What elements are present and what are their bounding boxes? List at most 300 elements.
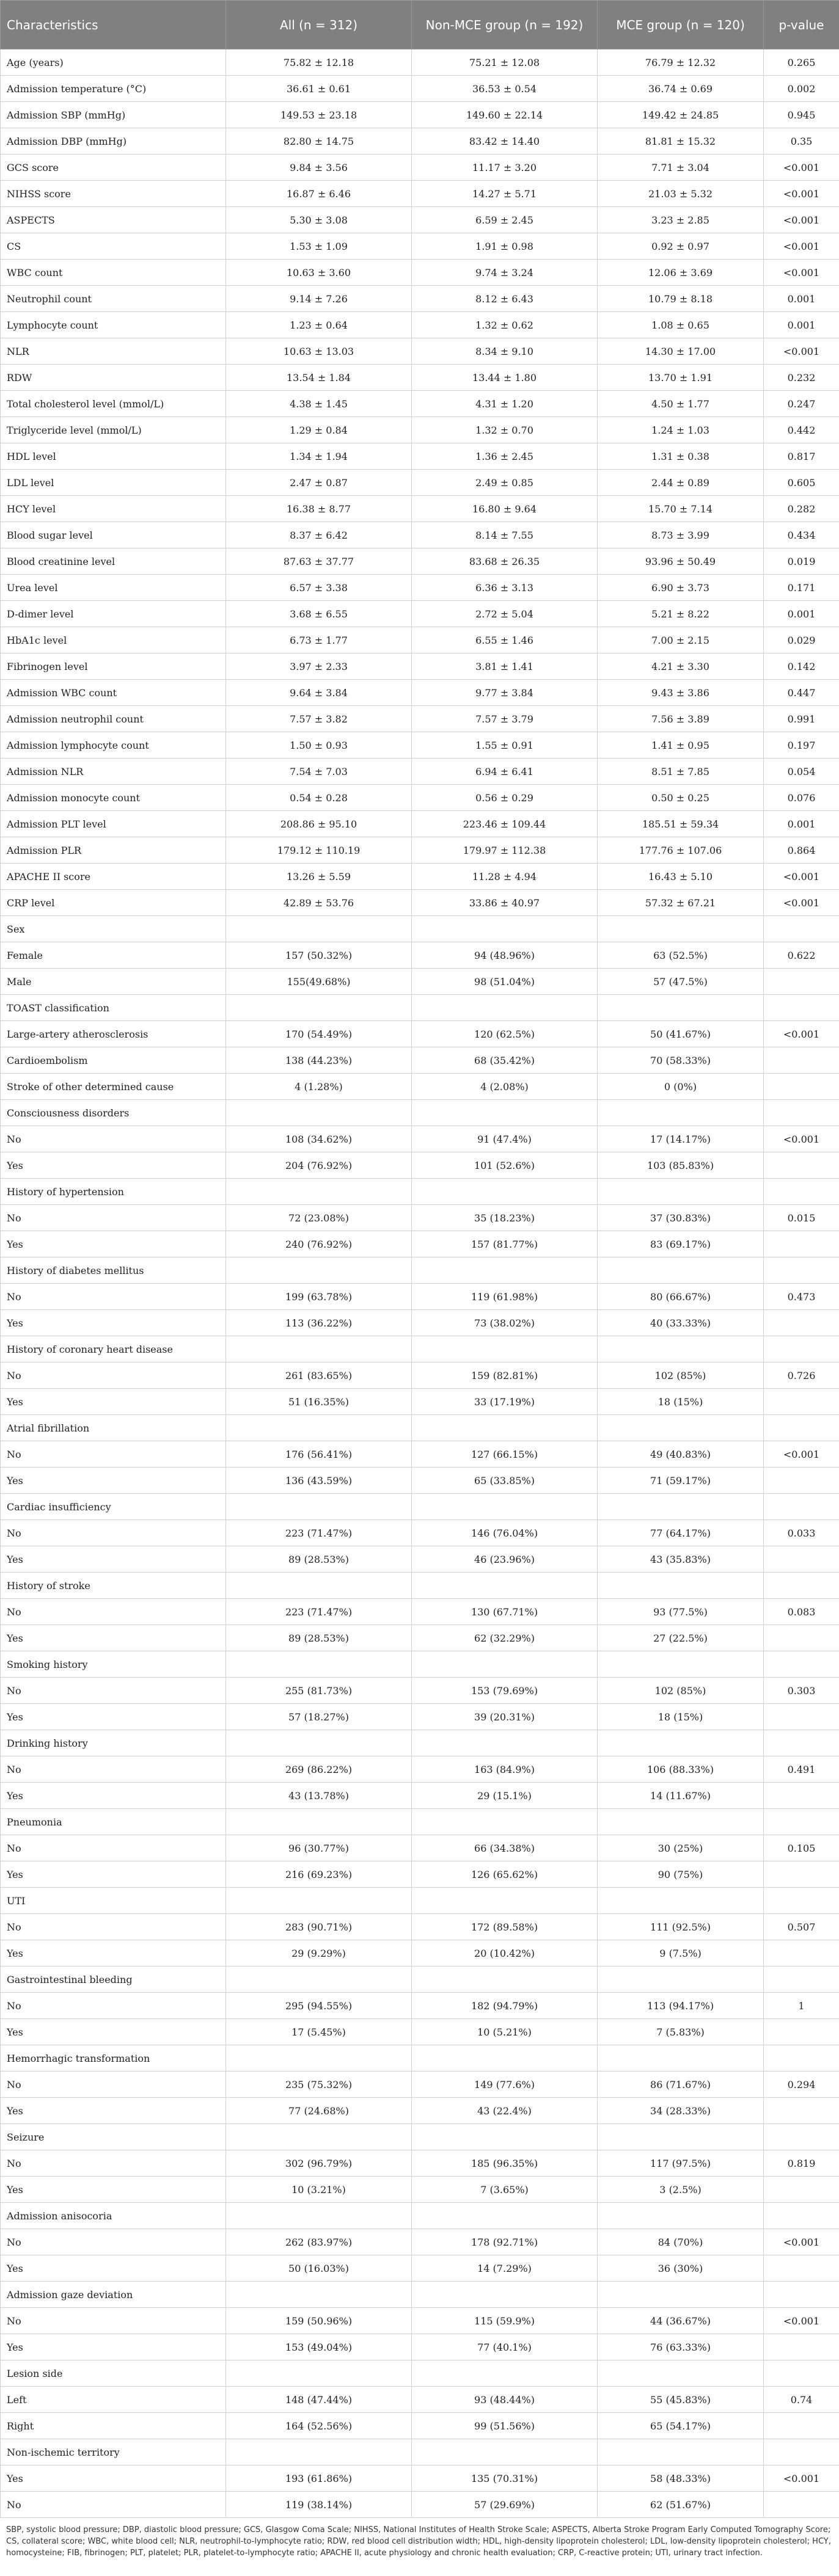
cell-non-mce: 8.12 ± 6.43 [412, 286, 598, 312]
cell-mce: 57 (47.5%) [598, 969, 764, 995]
cell-non-mce: 1.36 ± 2.45 [412, 443, 598, 470]
table-row [1, 2072, 839, 2098]
cell-mce [598, 1100, 764, 1126]
table-row [1, 1389, 839, 1415]
cell-mce: 1.41 ± 0.95 [598, 732, 764, 759]
table-row [1, 1205, 839, 1231]
cell-non-mce: 43 (22.4%) [412, 2098, 598, 2124]
cell-characteristic: Yes [1, 1940, 226, 1967]
cell-non-mce: 83.68 ± 26.35 [412, 548, 598, 575]
cell-all: 138 (44.23%) [226, 1047, 412, 1074]
cell-all [226, 1179, 412, 1205]
cell-non-mce: 149.60 ± 22.14 [412, 102, 598, 128]
cell-p-value: 0.434 [764, 522, 839, 548]
cell-all: 7.54 ± 7.03 [226, 759, 412, 785]
cell-non-mce: 6.55 ± 1.46 [412, 627, 598, 653]
table-row [1, 233, 839, 260]
header-non-mce: Non-MCE group (n = 192) [412, 1, 598, 49]
cell-mce: 0.92 ± 0.97 [598, 233, 764, 260]
cell-p-value: <0.001 [764, 338, 839, 365]
table-row [1, 1835, 839, 1861]
cell-all: 82.80 ± 14.75 [226, 128, 412, 155]
cell-mce [598, 1730, 764, 1756]
cell-non-mce [412, 1336, 598, 1363]
cell-mce: 40 (33.33%) [598, 1310, 764, 1336]
cell-all [226, 1967, 412, 1993]
table-row [1, 2150, 839, 2177]
cell-p-value: 0.74 [764, 2387, 839, 2413]
cell-all: 72 (23.08%) [226, 1205, 412, 1231]
cell-mce [598, 1179, 764, 1205]
cell-p-value: 0.303 [764, 1678, 839, 1704]
cell-all: 4.38 ± 1.45 [226, 391, 412, 417]
cell-non-mce: 1.32 ± 0.70 [412, 417, 598, 443]
cell-characteristic: Admission WBC count [1, 680, 226, 706]
cell-all: 157 (50.32%) [226, 942, 412, 969]
cell-all: 4 (1.28%) [226, 1074, 412, 1100]
cell-characteristic: Atrial fibrillation [1, 1415, 226, 1441]
cell-characteristic: Yes [1, 2019, 226, 2045]
cell-all: 5.30 ± 3.08 [226, 207, 412, 233]
cell-all: 1.29 ± 0.84 [226, 417, 412, 443]
cell-mce: 76 (63.33%) [598, 2334, 764, 2360]
cell-mce: 86 (71.67%) [598, 2072, 764, 2098]
cell-characteristic: No [1, 2150, 226, 2177]
cell-all: 148 (47.44%) [226, 2387, 412, 2413]
cell-all: 75.82 ± 12.18 [226, 49, 412, 76]
cell-non-mce: 3.81 ± 1.41 [412, 653, 598, 680]
table-row [1, 1940, 839, 1967]
cell-non-mce: 62 (32.29%) [412, 1625, 598, 1651]
cell-non-mce: 68 (35.42%) [412, 1047, 598, 1074]
table-row [1, 1783, 839, 1809]
table-header [1, 1, 839, 49]
table-row [1, 2282, 839, 2308]
cell-non-mce [412, 1100, 598, 1126]
cell-mce: 76.79 ± 12.32 [598, 49, 764, 76]
cell-characteristic: Blood sugar level [1, 522, 226, 548]
cell-p-value: 0.001 [764, 601, 839, 627]
cell-all: 240 (76.92%) [226, 1231, 412, 1257]
cell-non-mce: 153 (79.69%) [412, 1678, 598, 1704]
cell-all: 9.64 ± 3.84 [226, 680, 412, 706]
cell-all [226, 1494, 412, 1520]
cell-all: 13.26 ± 5.59 [226, 864, 412, 890]
cell-non-mce [412, 2439, 598, 2465]
cell-non-mce [412, 1415, 598, 1441]
cell-characteristic: No [1, 1914, 226, 1940]
cell-mce: 9.43 ± 3.86 [598, 680, 764, 706]
cell-p-value [764, 1415, 839, 1441]
cell-non-mce: 178 (92.71%) [412, 2229, 598, 2255]
cell-non-mce [412, 1888, 598, 1914]
cell-mce: 77 (64.17%) [598, 1520, 764, 1546]
cell-non-mce: 14 (7.29%) [412, 2255, 598, 2282]
cell-mce: 44 (36.67%) [598, 2308, 764, 2334]
cell-non-mce [412, 1179, 598, 1205]
cell-all: 262 (83.97%) [226, 2229, 412, 2255]
cell-p-value [764, 1074, 839, 1100]
cell-p-value [764, 2045, 839, 2072]
cell-characteristic: No [1, 1205, 226, 1231]
cell-characteristic: Stroke of other determined cause [1, 1074, 226, 1100]
table-row [1, 1231, 839, 1257]
table-row [1, 496, 839, 522]
cell-characteristic: History of hypertension [1, 1179, 226, 1205]
cell-p-value: <0.001 [764, 864, 839, 890]
cell-non-mce: 159 (82.81%) [412, 1363, 598, 1389]
cell-non-mce [412, 1573, 598, 1599]
cell-non-mce: 2.72 ± 5.04 [412, 601, 598, 627]
cell-mce [598, 1336, 764, 1363]
cell-non-mce: 14.27 ± 5.71 [412, 181, 598, 207]
cell-p-value: 0.019 [764, 548, 839, 575]
table-row [1, 1494, 839, 1520]
cell-mce [598, 1888, 764, 1914]
cell-p-value: 0.35 [764, 128, 839, 155]
table-row [1, 864, 839, 890]
header-p-value: p-value [764, 1, 839, 49]
cell-mce: 7.56 ± 3.89 [598, 706, 764, 732]
cell-p-value: 0.282 [764, 496, 839, 522]
cell-all: 9.84 ± 3.56 [226, 155, 412, 181]
cell-all: 6.73 ± 1.77 [226, 627, 412, 653]
table-row [1, 286, 839, 312]
table-row [1, 759, 839, 785]
cell-all: 43 (13.78%) [226, 1783, 412, 1809]
cell-non-mce: 4.31 ± 1.20 [412, 391, 598, 417]
cell-all: 10.63 ± 3.60 [226, 260, 412, 286]
table-row [1, 1100, 839, 1126]
table-row [1, 391, 839, 417]
cell-mce [598, 2124, 764, 2150]
cell-characteristic: Admission neutrophil count [1, 706, 226, 732]
cell-p-value: 0.001 [764, 312, 839, 338]
cell-non-mce: 99 (51.56%) [412, 2413, 598, 2439]
cell-mce: 14 (11.67%) [598, 1783, 764, 1809]
table-row [1, 1074, 839, 1100]
cell-non-mce [412, 2045, 598, 2072]
cell-non-mce: 57 (29.69%) [412, 2492, 598, 2518]
cell-p-value: 0.076 [764, 785, 839, 811]
cell-mce: 7.00 ± 2.15 [598, 627, 764, 653]
cell-all [226, 1651, 412, 1678]
header-row [1, 1, 839, 49]
cell-all: 208.86 ± 95.10 [226, 811, 412, 837]
cell-non-mce: 6.94 ± 6.41 [412, 759, 598, 785]
cell-characteristic: Lesion side [1, 2360, 226, 2387]
cell-mce: 185.51 ± 59.34 [598, 811, 764, 837]
cell-all [226, 916, 412, 942]
table-row [1, 2387, 839, 2413]
table-row [1, 732, 839, 759]
cell-mce: 50 (41.67%) [598, 1021, 764, 1047]
cell-p-value [764, 1783, 839, 1809]
cell-characteristic: NLR [1, 338, 226, 365]
table-row [1, 890, 839, 916]
cell-all: 13.54 ± 1.84 [226, 365, 412, 391]
cell-mce: 58 (48.33%) [598, 2465, 764, 2492]
cell-non-mce: 83.42 ± 14.40 [412, 128, 598, 155]
cell-all: 6.57 ± 3.38 [226, 575, 412, 601]
cell-characteristic: No [1, 1993, 226, 2019]
table-row [1, 2229, 839, 2255]
cell-mce: 70 (58.33%) [598, 1047, 764, 1074]
cell-mce: 30 (25%) [598, 1835, 764, 1861]
cell-non-mce: 36.53 ± 0.54 [412, 76, 598, 102]
cell-all: 29 (9.29%) [226, 1940, 412, 1967]
table-row [1, 2045, 839, 2072]
table-row [1, 2492, 839, 2518]
cell-non-mce [412, 2282, 598, 2308]
cell-all: 136 (43.59%) [226, 1468, 412, 1494]
cell-p-value: <0.001 [764, 155, 839, 181]
cell-mce [598, 2203, 764, 2229]
table-row [1, 365, 839, 391]
cell-p-value [764, 1257, 839, 1284]
cell-non-mce: 1.32 ± 0.62 [412, 312, 598, 338]
cell-p-value [764, 1468, 839, 1494]
cell-non-mce [412, 1809, 598, 1835]
cell-non-mce: 98 (51.04%) [412, 969, 598, 995]
cell-non-mce: 9.77 ± 3.84 [412, 680, 598, 706]
table-row [1, 1756, 839, 1783]
cell-p-value [764, 2019, 839, 2045]
cell-p-value: 0.247 [764, 391, 839, 417]
cell-mce: 18 (15%) [598, 1704, 764, 1730]
cell-p-value [764, 1231, 839, 1257]
table-footnote: SBP, systolic blood pressure; DBP, diastolic blood pressure; GCS, Glasgow Coma Scale; NIHSS, National Institutes of Health Stroke Scale; ASPECTS, Alberta Stroke Program Early Computed Tomography Score; CS, collateral score; WBC, white blood cell; NLR, neutrophil-to-lymphocyte ratio; RDW, red blood cell distribution width; HDL, high-density lipoprotein cholesterol; LDL, low-density lipoprotein cholesterol; HCY, homocysteine; FIB, fibrinogen; PLT, platelet; PLR, platelet-to-lymphocyte ratio; APACHE II, acute physiology and chronic health evaluation; CRP, C-reactive protein; UTI, urinary tract infection. [6, 2525, 831, 2558]
cell-characteristic: Seizure [1, 2124, 226, 2150]
cell-non-mce: 4 (2.08%) [412, 1074, 598, 1100]
table-row [1, 76, 839, 102]
cell-characteristic: GCS score [1, 155, 226, 181]
cell-p-value [764, 2177, 839, 2203]
cell-non-mce: 11.17 ± 3.20 [412, 155, 598, 181]
cell-all: 223 (71.47%) [226, 1520, 412, 1546]
cell-mce: 111 (92.5%) [598, 1914, 764, 1940]
table-row [1, 1310, 839, 1336]
table-row [1, 601, 839, 627]
cell-mce: 93.96 ± 50.49 [598, 548, 764, 575]
table-row [1, 2124, 839, 2150]
cell-p-value: <0.001 [764, 1441, 839, 1468]
cell-all: 295 (94.55%) [226, 1993, 412, 2019]
cell-mce: 13.70 ± 1.91 [598, 365, 764, 391]
table-row [1, 181, 839, 207]
cell-characteristic: No [1, 1363, 226, 1389]
table-row [1, 627, 839, 653]
cell-mce: 55 (45.83%) [598, 2387, 764, 2413]
cell-non-mce: 157 (81.77%) [412, 1231, 598, 1257]
cell-p-value [764, 1967, 839, 1993]
cell-mce: 2.44 ± 0.89 [598, 470, 764, 496]
cell-p-value: <0.001 [764, 207, 839, 233]
cell-p-value: 0.864 [764, 837, 839, 864]
cell-p-value [764, 2492, 839, 2518]
cell-characteristic: Sex [1, 916, 226, 942]
cell-non-mce: 182 (94.79%) [412, 1993, 598, 2019]
table-row [1, 2203, 839, 2229]
cell-all [226, 1336, 412, 1363]
table-row [1, 338, 839, 365]
cell-characteristic: Drinking history [1, 1730, 226, 1756]
header-all: All (n = 312) [226, 1, 412, 49]
cell-mce: 10.79 ± 8.18 [598, 286, 764, 312]
table-row [1, 1021, 839, 1047]
cell-mce: 84 (70%) [598, 2229, 764, 2255]
table-row [1, 312, 839, 338]
table-row [1, 207, 839, 233]
cell-characteristic: Consciousness disorders [1, 1100, 226, 1126]
cell-p-value: 0.142 [764, 653, 839, 680]
cell-mce: 3 (2.5%) [598, 2177, 764, 2203]
cell-non-mce: 2.49 ± 0.85 [412, 470, 598, 496]
cell-mce [598, 2282, 764, 2308]
cell-p-value: 0.232 [764, 365, 839, 391]
table-row [1, 995, 839, 1021]
cell-non-mce: 8.34 ± 9.10 [412, 338, 598, 365]
cell-characteristic: Female [1, 942, 226, 969]
cell-non-mce: 6.36 ± 3.13 [412, 575, 598, 601]
cell-p-value: 0.726 [764, 1363, 839, 1389]
cell-mce: 21.03 ± 5.32 [598, 181, 764, 207]
cell-p-value: 0.105 [764, 1835, 839, 1861]
cell-p-value [764, 2439, 839, 2465]
cell-non-mce: 13.44 ± 1.80 [412, 365, 598, 391]
table-row [1, 916, 839, 942]
cell-characteristic: HCY level [1, 496, 226, 522]
cell-non-mce: 33 (17.19%) [412, 1389, 598, 1415]
cell-mce: 3.23 ± 2.85 [598, 207, 764, 233]
cell-non-mce: 127 (66.15%) [412, 1441, 598, 1468]
cell-mce: 103 (85.83%) [598, 1152, 764, 1179]
cell-characteristic: Admission PLT level [1, 811, 226, 837]
cell-p-value: 0.171 [764, 575, 839, 601]
cell-all: 1.53 ± 1.09 [226, 233, 412, 260]
cell-p-value [764, 1179, 839, 1205]
cell-all: 96 (30.77%) [226, 1835, 412, 1861]
cell-characteristic: RDW [1, 365, 226, 391]
cell-all: 235 (75.32%) [226, 2072, 412, 2098]
cell-all: 155(49.68%) [226, 969, 412, 995]
table-row [1, 1152, 839, 1179]
table-row [1, 1284, 839, 1310]
cell-characteristic: LDL level [1, 470, 226, 496]
cell-characteristic: Male [1, 969, 226, 995]
cell-all: 159 (50.96%) [226, 2308, 412, 2334]
cell-p-value [764, 1704, 839, 1730]
cell-non-mce [412, 2203, 598, 2229]
cell-p-value: 0.083 [764, 1599, 839, 1625]
cell-non-mce: 0.56 ± 0.29 [412, 785, 598, 811]
table-row [1, 2177, 839, 2203]
cell-mce: 5.21 ± 8.22 [598, 601, 764, 627]
cell-characteristic: No [1, 2492, 226, 2518]
cell-non-mce: 146 (76.04%) [412, 1520, 598, 1546]
cell-mce: 6.90 ± 3.73 [598, 575, 764, 601]
cell-p-value [764, 1310, 839, 1336]
cell-all [226, 1257, 412, 1284]
table-row [1, 1257, 839, 1284]
cell-non-mce: 6.59 ± 2.45 [412, 207, 598, 233]
cell-p-value [764, 995, 839, 1021]
cell-non-mce [412, 2360, 598, 2387]
cell-p-value [764, 1546, 839, 1573]
cell-characteristic: Yes [1, 1625, 226, 1651]
cell-non-mce: 7 (3.65%) [412, 2177, 598, 2203]
cell-all: 2.47 ± 0.87 [226, 470, 412, 496]
cell-mce: 49 (40.83%) [598, 1441, 764, 1468]
cell-p-value [764, 1625, 839, 1651]
cell-all: 3.97 ± 2.33 [226, 653, 412, 680]
cell-mce: 177.76 ± 107.06 [598, 837, 764, 864]
cell-non-mce: 130 (67.71%) [412, 1599, 598, 1625]
cell-mce [598, 2439, 764, 2465]
cell-all [226, 2439, 412, 2465]
cell-non-mce: 29 (15.1%) [412, 1783, 598, 1809]
table-row [1, 49, 839, 76]
cell-all [226, 2203, 412, 2229]
cell-mce [598, 995, 764, 1021]
cell-mce: 93 (77.5%) [598, 1599, 764, 1625]
cell-characteristic: Yes [1, 1389, 226, 1415]
table-row [1, 706, 839, 732]
cell-characteristic: Yes [1, 1546, 226, 1573]
table-row [1, 1336, 839, 1363]
cell-non-mce: 20 (10.42%) [412, 1940, 598, 1967]
cell-p-value: 0.015 [764, 1205, 839, 1231]
cell-p-value [764, 2098, 839, 2124]
table-row [1, 1126, 839, 1152]
cell-non-mce: 66 (34.38%) [412, 1835, 598, 1861]
cell-characteristic: Yes [1, 1783, 226, 1809]
cell-p-value: 0.622 [764, 942, 839, 969]
cell-characteristic: Yes [1, 2098, 226, 2124]
cell-all [226, 2124, 412, 2150]
cell-mce [598, 1257, 764, 1284]
cell-mce [598, 916, 764, 942]
cell-non-mce: 65 (33.85%) [412, 1468, 598, 1494]
cell-mce: 0.50 ± 0.25 [598, 785, 764, 811]
table-row [1, 2098, 839, 2124]
cell-all: 3.68 ± 6.55 [226, 601, 412, 627]
table-row [1, 1363, 839, 1389]
cell-characteristic: Urea level [1, 575, 226, 601]
cell-all: 170 (54.49%) [226, 1021, 412, 1047]
cell-p-value [764, 2334, 839, 2360]
table-row [1, 1599, 839, 1625]
cell-characteristic: Yes [1, 2334, 226, 2360]
cell-non-mce: 10 (5.21%) [412, 2019, 598, 2045]
cell-all [226, 1888, 412, 1914]
cell-characteristic: D-dimer level [1, 601, 226, 627]
cell-characteristic: Yes [1, 1468, 226, 1494]
cell-characteristic: History of diabetes mellitus [1, 1257, 226, 1284]
cell-characteristic: Age (years) [1, 49, 226, 76]
cell-characteristic: Yes [1, 1704, 226, 1730]
cell-p-value: 0.491 [764, 1756, 839, 1783]
cell-p-value [764, 1389, 839, 1415]
cell-non-mce: 16.80 ± 9.64 [412, 496, 598, 522]
cell-all: 179.12 ± 110.19 [226, 837, 412, 864]
cell-all: 10 (3.21%) [226, 2177, 412, 2203]
table-row [1, 522, 839, 548]
cell-all: 193 (61.86%) [226, 2465, 412, 2492]
table-row [1, 443, 839, 470]
cell-all: 119 (38.14%) [226, 2492, 412, 2518]
table-row [1, 1704, 839, 1730]
